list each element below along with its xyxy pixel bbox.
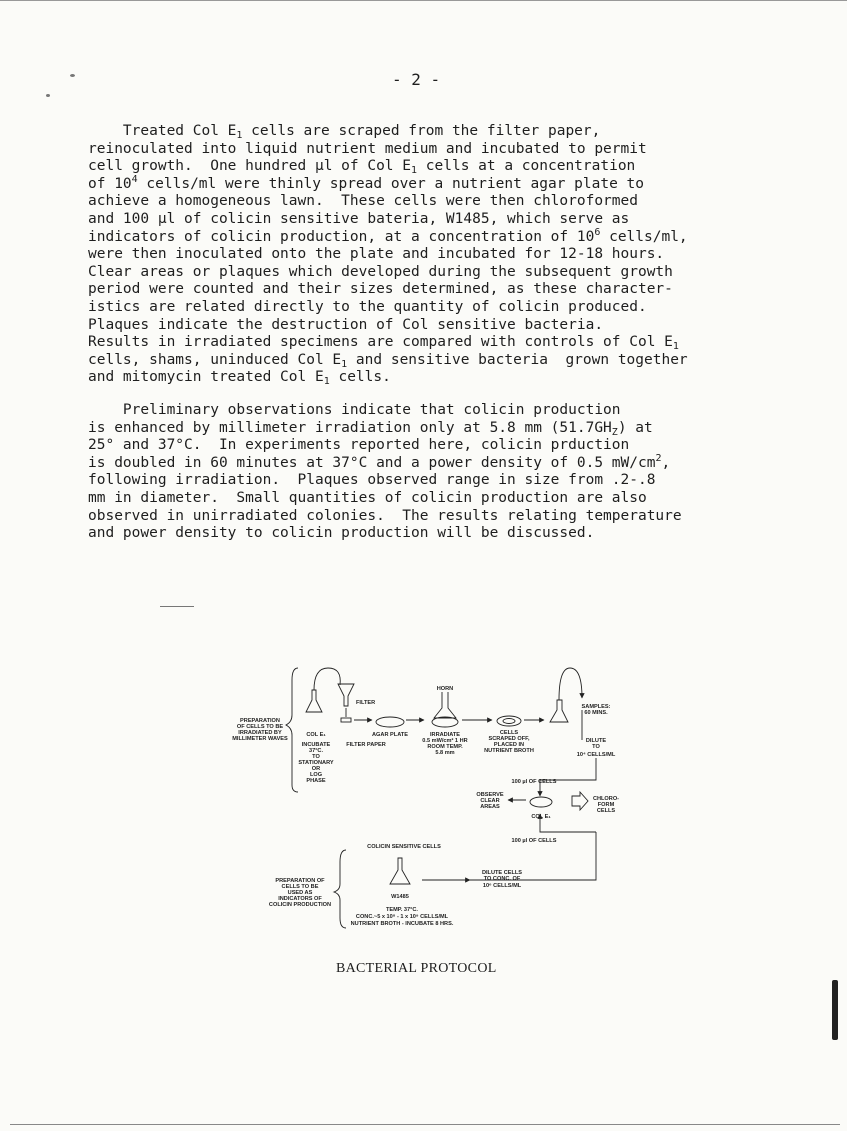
- label-100ul-2: 100 µl OF CELLS: [511, 838, 557, 844]
- label-chloro-3: CELLS: [596, 808, 616, 814]
- label-samples-2: 60 MINS.: [584, 710, 608, 716]
- filter-paper-icon: [341, 718, 351, 722]
- scraped-plate-icon: [497, 716, 521, 726]
- text-run: Z: [611, 426, 618, 438]
- label-observe-2: CLEAR: [480, 798, 500, 804]
- text-run: period were counted and their sizes determined, as these character-: [88, 281, 673, 298]
- label-samples-1: SAMPLES:: [581, 704, 611, 710]
- text-run: and mitomycin treated Col E: [88, 369, 324, 386]
- label-prep-col-2: OF CELLS TO BE: [236, 724, 284, 730]
- label-incubate-5: OR: [311, 766, 321, 772]
- text-run: 1: [672, 341, 679, 353]
- label-prep-ind-1: PREPARATION OF: [275, 878, 325, 884]
- text-run: 25° and 37°C. In experiments reported here, colicin prduction: [88, 437, 630, 454]
- text-run: Clear areas or plaques which developed during the subsequent growth: [88, 263, 673, 280]
- label-100ul-1: 100 µl OF CELLS: [511, 779, 557, 785]
- label-chloro-1: CHLORO-: [592, 796, 620, 802]
- text-run: cells are scraped from the filter paper,: [242, 123, 601, 139]
- label-observe-1: OBSERVE: [476, 792, 504, 798]
- text-run: 1: [323, 376, 330, 388]
- text-run: cells.: [329, 369, 391, 386]
- label-irradiate-3: ROOM TEMP.: [427, 744, 463, 750]
- text-run: 2: [655, 452, 662, 464]
- top-edge-line: [0, 0, 847, 1]
- text-run: 1: [236, 130, 243, 141]
- label-dilute-2: TO: [592, 744, 600, 750]
- text-run: indicators of colicin production, at a concentration of 10: [88, 228, 595, 245]
- chloroform-arrow-icon: [572, 792, 588, 810]
- text-run: and sensitive bacteria grown together: [347, 351, 688, 368]
- label-cells-4: NUTRIENT BROTH: [484, 748, 534, 754]
- label-filter-paper: FILTER PAPER: [346, 742, 386, 748]
- scan-speck: [832, 980, 838, 1040]
- label-dilute-cells-3: 10⁶ CELLS/ML: [482, 883, 522, 889]
- text-run: following irradiation. Plaques observed range in size from .2-.8: [88, 472, 656, 489]
- label-agar-plate: AGAR PLATE: [372, 732, 408, 738]
- text-run: 1: [341, 358, 348, 370]
- label-prep-col-3: IRRADIATED BY: [238, 730, 282, 736]
- label-incubate-1: INCUBATE: [301, 742, 331, 748]
- text-run: and power density to colicin production will be discussed.: [88, 525, 595, 542]
- label-observe-3: AREAS: [480, 804, 500, 810]
- text-run: of 10: [88, 175, 132, 192]
- label-col-e1-plate: COL E₁: [531, 814, 551, 820]
- brace-bottom: [334, 850, 346, 928]
- label-col-e1: COL E₁: [306, 732, 326, 738]
- text-run: achieve a homogeneous lawn. These cells were then chloroformed: [88, 193, 638, 210]
- label-incubate-7: PHASE: [306, 778, 326, 784]
- label-dilute-cells-1: DILUTE CELLS: [481, 870, 523, 876]
- label-irradiate-4: 5.8 mm: [435, 750, 455, 756]
- short-mark-line: [160, 606, 194, 607]
- label-prep-col-4: MILLIMETER WAVES: [232, 736, 288, 742]
- label-prep-ind-3: USED AS: [287, 890, 313, 896]
- label-colicin-sensitive: COLICIN SENSITIVE CELLS: [367, 844, 441, 850]
- text-run: cells, shams, uninduced Col E: [88, 351, 342, 368]
- label-cells-3: PLACED IN: [493, 742, 525, 748]
- agar-plate-icon: [376, 717, 404, 727]
- text-run: were then inoculated onto the plate and incubated for 12-18 hours.: [88, 246, 665, 263]
- text-run: observed in unirradiated colonies. The results relating temperature: [88, 507, 682, 524]
- text-run: is doubled in 60 minutes at 37°C and a power density of 0.5 mW/cm: [88, 454, 656, 471]
- flask-col-e1: [306, 690, 322, 712]
- sample-loop: [559, 668, 582, 700]
- bacterial-protocol-diagram: [220, 660, 630, 935]
- label-prep-ind-2: CELLS TO BE: [281, 884, 319, 890]
- text-run: cells/ml were thinly spread over a nutrient agar plate to: [137, 175, 645, 192]
- label-filter: FILTER: [356, 700, 376, 706]
- text-run: reinoculated into liquid nutrient medium and incubated to permit: [88, 140, 647, 157]
- paragraph-results: [88, 402, 800, 543]
- text-run: istics are related directly to the quantity of colicin produced.: [88, 298, 647, 315]
- label-incubate-4: STATIONARY: [298, 760, 334, 766]
- text-run: 4: [131, 173, 138, 185]
- label-cells-2: SCRAPED OFF,: [488, 736, 530, 742]
- scan-speck: [46, 94, 50, 97]
- text-run: cell growth. One hundred µl of Col E: [88, 158, 412, 175]
- label-prep-ind-5: COLICIN PRODUCTION: [268, 902, 332, 908]
- label-dilute-3: 10⁴ CELLS/ML: [576, 752, 616, 758]
- text-run: Results in irradiated specimens are compared with controls of Col E: [88, 334, 673, 351]
- text-run: Treated Col E: [88, 123, 237, 139]
- text-run: is enhanced by millimeter irradiation only at 5.8 mm (51.7GH: [88, 419, 612, 436]
- label-conc: CONC.~5 x 10⁸ - 1 x 10⁹ CELLS/ML: [355, 914, 449, 920]
- label-dilute-cells-2: TO CONC. OF: [483, 876, 521, 882]
- label-chloro-2: FORM: [597, 802, 615, 808]
- label-irradiate-2: 0.5 mW/cm² 1 HR: [422, 738, 468, 744]
- label-incubate-3: TO: [312, 754, 320, 760]
- figure-caption: BACTERIAL PROTOCOL: [336, 961, 497, 976]
- text-run: 6: [594, 226, 601, 238]
- text-run: mm in diameter. Small quantities of colicin production are also: [88, 489, 647, 506]
- text-run: Preliminary observations indicate that colicin production: [88, 402, 621, 418]
- label-prep-col-1: PREPARATION: [240, 718, 280, 724]
- flask-broth: [550, 700, 568, 722]
- label-irradiate-1: IRRADIATE: [429, 732, 461, 738]
- irradiate-plate-icon: [432, 717, 458, 727]
- label-w1485: W1485: [391, 894, 409, 900]
- paragraph-methods: [88, 123, 800, 387]
- scan-speck: [70, 74, 75, 77]
- horn-icon: [434, 692, 456, 718]
- text-run: ,: [661, 454, 671, 471]
- label-temp: TEMP. 37°C.: [386, 907, 418, 913]
- text-run: cells/ml,: [600, 228, 688, 245]
- label-cells-1: CELLS: [499, 730, 519, 736]
- filter-funnel-icon: [338, 684, 354, 706]
- label-prep-ind-4: INDICATORS OF: [278, 896, 322, 902]
- text-run: ) at: [617, 419, 653, 436]
- page-number: - 2 -: [392, 70, 441, 89]
- flask-w1485: [390, 858, 410, 884]
- label-horn: HORN: [436, 686, 454, 692]
- col-e1-plate-icon: [530, 797, 552, 807]
- label-incubate-6: LOG: [309, 772, 323, 778]
- text-run: and 100 µl of colicin sensitive bateria, W1485, which serve as: [88, 210, 630, 227]
- transfer-loop: [314, 668, 340, 690]
- label-incubate-2: 37°C.: [308, 748, 324, 754]
- bottom-scan-line: [10, 1124, 840, 1125]
- label-dilute-1: DILUTE: [585, 738, 607, 744]
- label-broth: NUTRIENT BROTH - INCUBATE 8 HRS.: [350, 921, 454, 927]
- brace-top: [286, 668, 298, 792]
- text-run: cells at a concentration: [417, 158, 636, 175]
- text-run: 1: [411, 165, 418, 177]
- text-run: Plaques indicate the destruction of Col sensitive bacteria.: [88, 316, 604, 333]
